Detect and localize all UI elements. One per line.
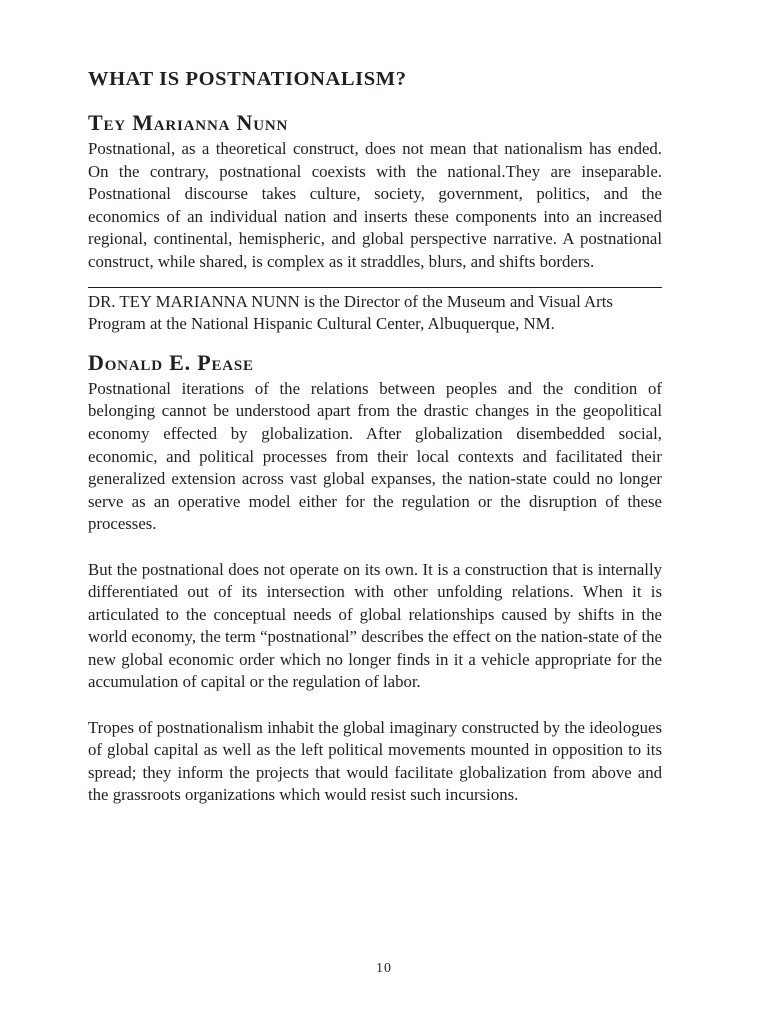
page-title: WHAT IS POSTNATIONALISM?: [88, 68, 407, 90]
footnote-divider: [88, 287, 662, 288]
pease-paragraph-2: But the postnational does not operate on its own. It is a construction that is internally differentiated out of its intersection with other unfolding relations. When it is articulated to the conceptual needs of global relationships caused by shifts in the world economy, the term “postnational” describes the effect on the nation-state of the new global economic order which no longer finds in it a vehicle appropriate for the accumulation of capital or the regulation of labor.: [88, 559, 662, 692]
author-heading-pease: Donald E. Pease: [88, 349, 254, 375]
document-page: [88, 60, 662, 807]
pease-paragraph-3: Tropes of postnationalism inhabit the global imaginary constructed by the ideologues of global capital as well as the left political movements mounted in opposition to its spread; they inform the projects that would facilitate globalization from above and the grassroots organizations which would resist such incursions.: [88, 717, 662, 805]
page-number: 10: [376, 961, 392, 976]
author-heading-nunn: Tey Marianna Nunn: [88, 110, 289, 135]
pease-paragraph-1: Postnational iterations of the relations between peoples and the condition of belonging cannot be understood apart from the drastic changes in the geopolitical economy effected by globalization. After globalization disembedded social, economic, and political processes from their local contexts and facilitated their generalized extension across vast global expanses, the nation-state could no longer serve as an operative model either for the regulation or the disruption of these processes.: [88, 378, 662, 534]
nunn-paragraph-1: Postnational, as a theoretical construct, does not mean that nationalism has ended. On the contrary, postnational coexists with the national.They are inseparable. Postnational discourse takes culture, society, government, politics, and the economics of an individual nation and inserts these components into an increased regional, continental, hemispheric, and global perspective narrative. A postnational construct, while shared, is complex as it straddles, blurs, and shifts borders.: [88, 139, 662, 271]
nunn-bio-note: DR. TEY MARIANNA NUNN is the Director of the Museum and Visual Arts Program at the National Hispanic Cultural Center, Albuquerque, NM.: [88, 291, 613, 334]
